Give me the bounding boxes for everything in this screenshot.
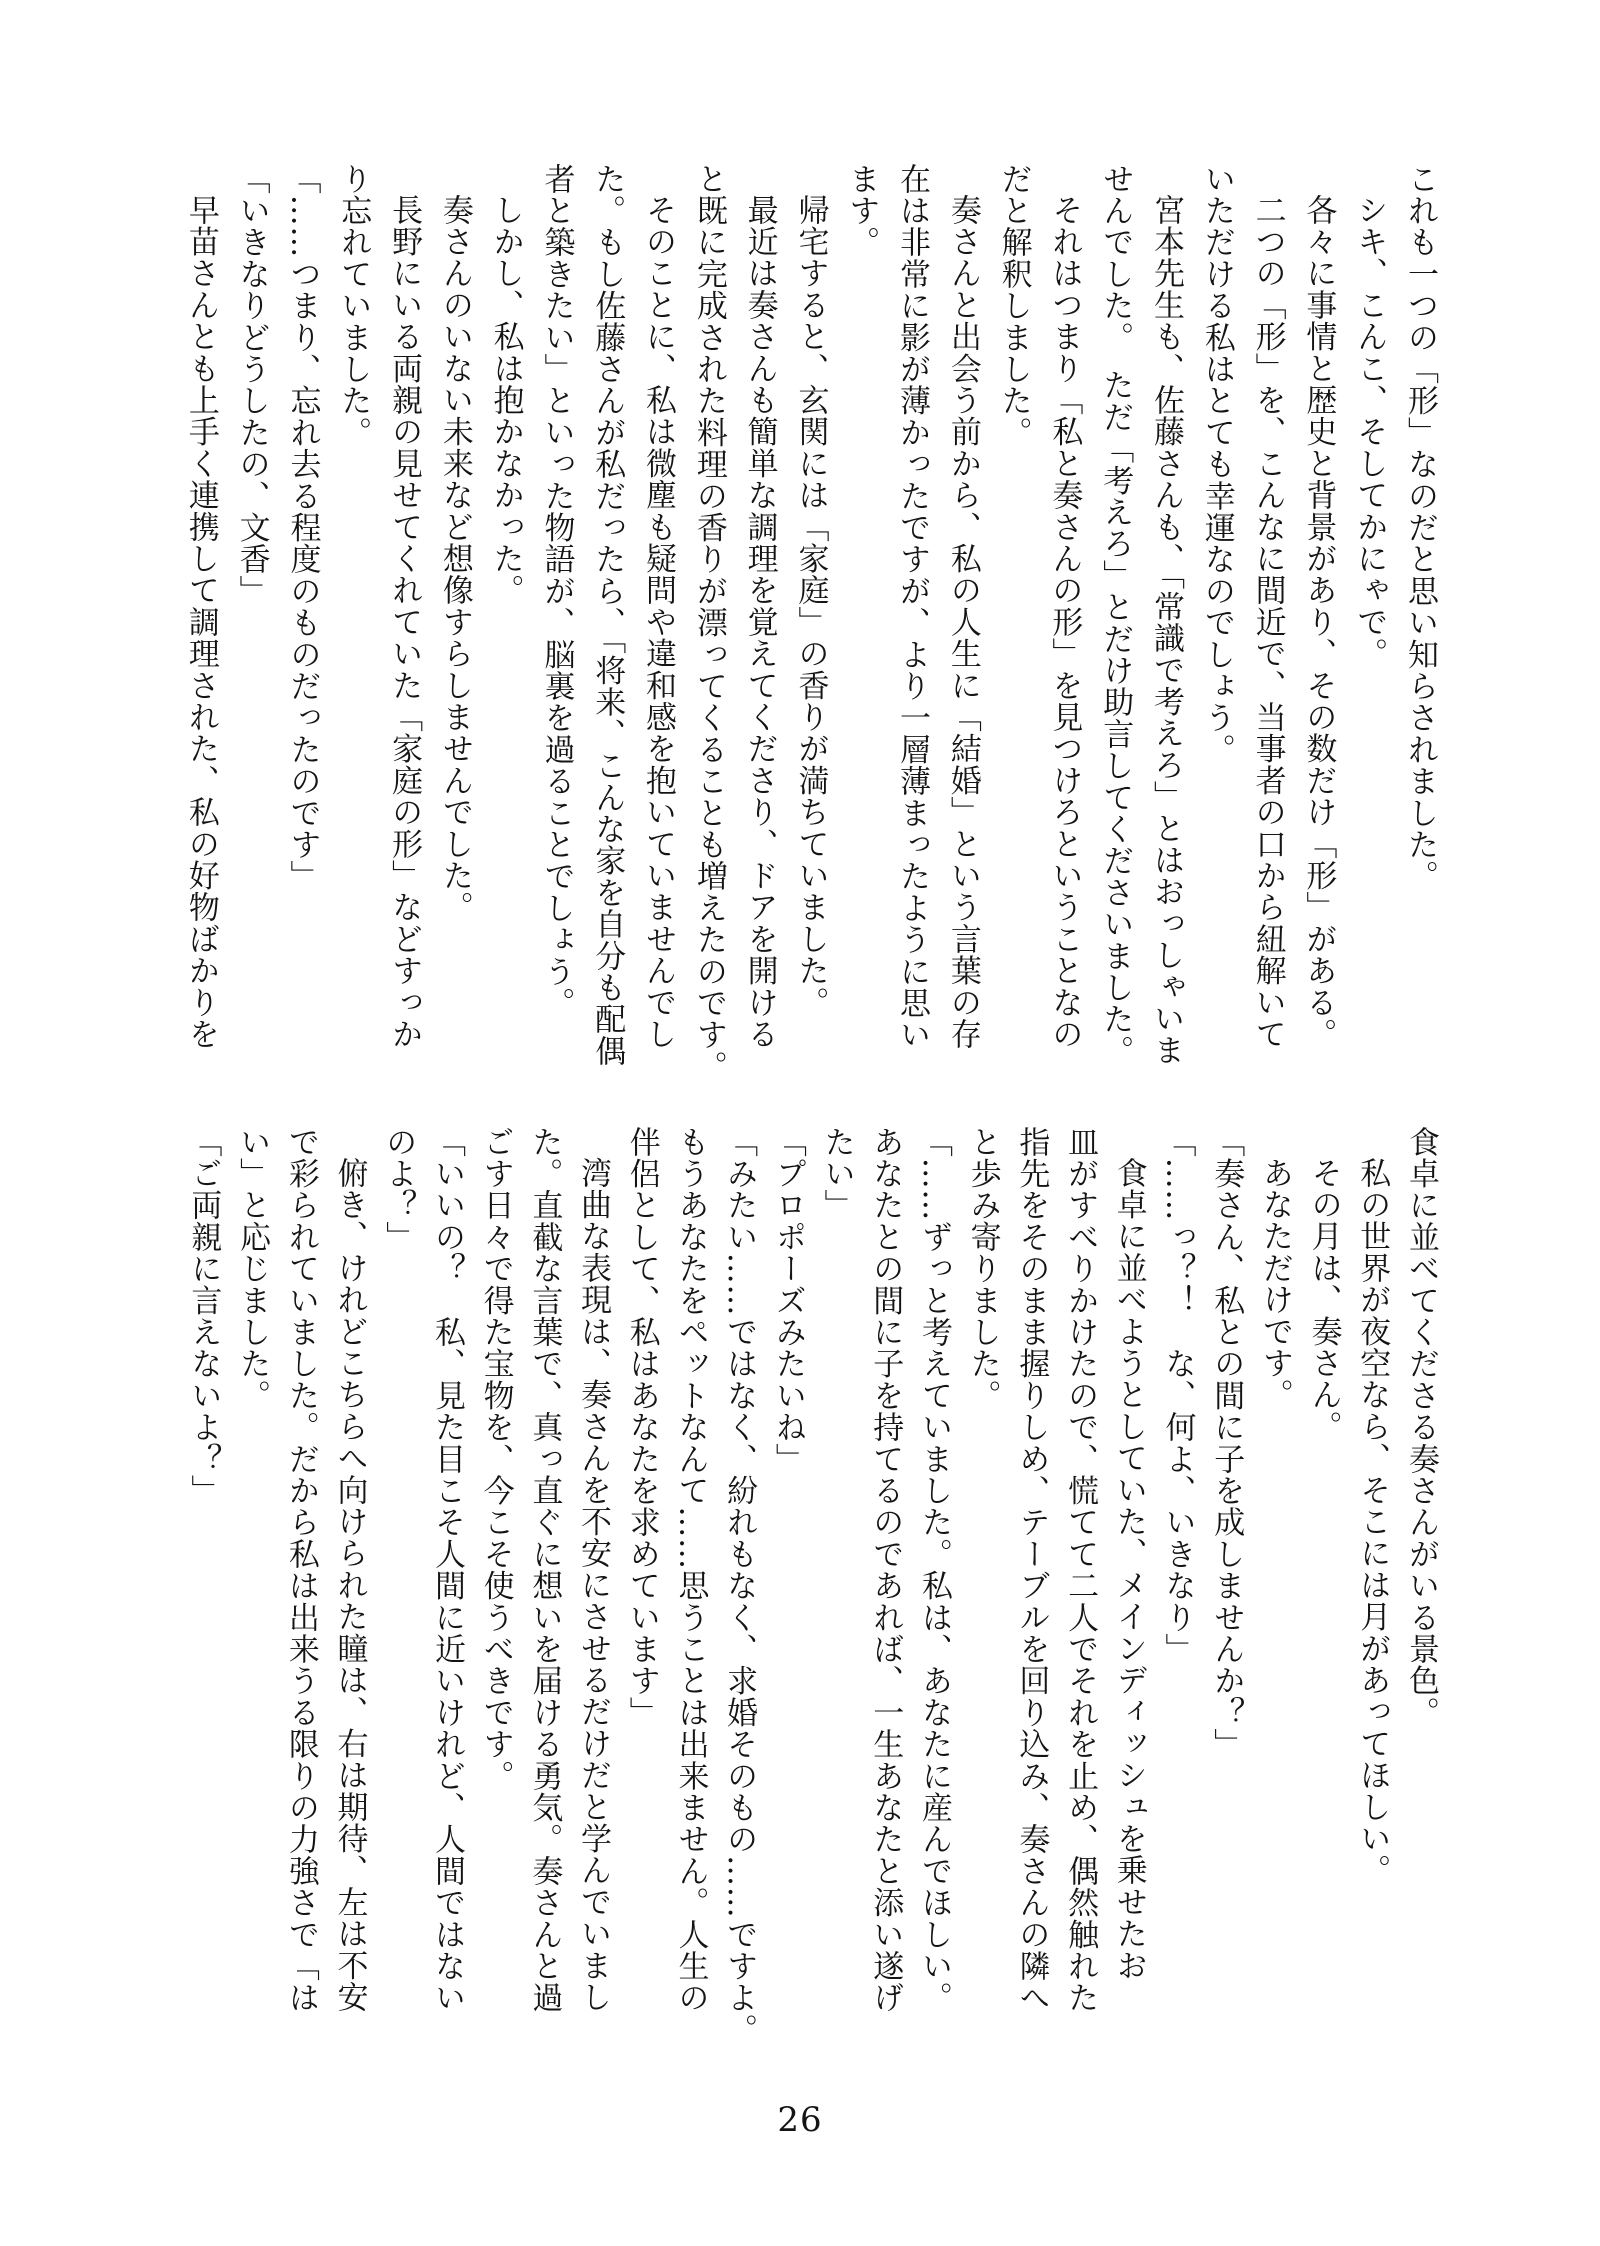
text-column: 食卓に並べてくださる奏さんがいる景色。	[1403, 1126, 1439, 1729]
text-column: 帰宅すると、玄関には「家庭」の香りが満ちていました。	[792, 194, 829, 1019]
text-column: い」と応じました。	[234, 1126, 271, 1412]
bottom-text-block	[179, 1126, 1445, 2076]
text-column: た。もし佐藤さんが私だったら、「将来、こんな家を自分も配偶	[589, 163, 626, 1067]
top-text-block	[175, 163, 1445, 1143]
text-column: 宮本先生も、佐藤さんも、「常識で考えろ」とはおっしゃいま	[1148, 194, 1185, 1067]
text-column: 「ご両親に言えないよ？」	[185, 1126, 222, 1507]
text-column: 者と築きたい」といった物語が、脳裏を過ることでしょう。	[538, 163, 575, 1019]
text-column: 「……っ？！ な、何よ、いきなり」	[1159, 1126, 1196, 1665]
text-column: 「いきなりどうしたの、文香」	[233, 163, 270, 607]
text-column: り忘れていました。	[335, 163, 372, 449]
text-column: 早苗さんとも上手く連携して調理された、私の好物ばかりを	[182, 194, 219, 1050]
text-column: 在は非常に影が薄かったですが、より一層薄まったように思い	[894, 163, 931, 1051]
text-column: せんでした。 ただ「考えろ」とだけ助言してくださいました。	[1097, 163, 1134, 1067]
text-column: 「……つまり、忘れ去る程度のものだったのです」	[284, 163, 321, 893]
text-column: 奏さんと出会う前から、私の人生に「結婚」という言葉の存	[944, 194, 981, 1050]
text-column: 湾曲な表現は、奏さんを不安にさせるだけだと学んでいまし	[575, 1157, 612, 2013]
text-column: これも一つの「形」なのだと思い知らされました。	[1402, 163, 1438, 893]
text-column: シキ、こんこ、そしてかにゃで。	[1351, 194, 1388, 670]
text-column: 「プロポーズみたいね」	[769, 1126, 806, 1475]
text-column: それはつまり「私と奏さんの形」を見つけろということなの	[1046, 194, 1083, 1050]
text-column: あなたとの間に子を持てるのであれば、一生あなたと添い遂げ	[867, 1126, 904, 2014]
text-column: 皿がすべりかけたので、慌てて二人でそれを止め、偶然触れた	[1062, 1126, 1099, 2014]
text-column: あなただけです。	[1256, 1157, 1293, 1411]
text-column: その月は、奏さん。	[1305, 1157, 1342, 1443]
text-column: だと解釈しました。	[995, 163, 1032, 449]
text-column: しかし、私は抱かなかった。	[487, 194, 524, 607]
text-column: と既に完成された料理の香りが漂ってくることも増えたのです。	[690, 163, 727, 1083]
text-column: 各々に事情と歴史と背景があり、その数だけ「形」がある。	[1300, 194, 1337, 1050]
text-column: た。直截な言葉で、真っ直ぐに想いを届ける勇気。奏さんと過	[526, 1126, 563, 2014]
text-column: 俯き、けれどこちらへ向けられた瞳は、右は期待、左は不安	[331, 1157, 368, 2013]
text-column: 二つの「形」を、こんなに間近で、当事者の口から紐解いて	[1249, 194, 1286, 1050]
text-column: 長野にいる両親の見せてくれていた「家庭の形」などすっか	[386, 194, 423, 1050]
text-column: 私の世界が夜空なら、そこには月があってほしい。	[1354, 1157, 1391, 1887]
text-column: で彩られていました。だから私は出来うる限りの力強さで「は	[282, 1126, 319, 2014]
text-column: 「奏さん、私との間に子を成しませんか？」	[1208, 1126, 1245, 1760]
text-column: 奏さんのいない未来など想像すらしませんでした。	[436, 194, 473, 924]
text-column: 「みたい……ではなく、紛れもなく、求婚そのもの……ですよ。	[721, 1126, 758, 2046]
text-column: ごす日々で得た宝物を、今こそ使うべきです。	[477, 1126, 514, 1792]
text-column: 「いいの？ 私、見た目こそ人間に近いけれど、人間ではない	[428, 1126, 465, 2014]
text-column: ます。	[843, 163, 880, 259]
text-column: 指先をそのまま握りしめ、テーブルを回り込み、奏さんの隣へ	[1013, 1126, 1050, 2014]
text-column: たい」	[818, 1126, 855, 1222]
text-column: 「……ずっと考えていました。私は、あなたに産んでほしい。	[915, 1126, 952, 2014]
text-column: いただける私はとても幸運なのでしょう。	[1198, 163, 1235, 766]
text-column: 最近は奏さんも簡単な調理を覚えてくださり、ドアを開ける	[741, 194, 778, 1050]
page-number: 26	[777, 2100, 823, 2140]
text-column: と歩み寄りました。	[964, 1126, 1001, 1412]
text-column: のよ？」	[380, 1126, 417, 1253]
text-column: 伴侶として、私はあなたを求めています」	[623, 1126, 660, 1729]
text-column: もうあなたをペットなんて……思うことは出来ません。人生の	[672, 1126, 709, 2014]
text-column: 食卓に並べようとしていた、メインディッシュを乗せたお	[1110, 1157, 1147, 1982]
text-column: そのことに、私は微塵も疑問や違和感を抱いていませんでし	[640, 194, 677, 1050]
